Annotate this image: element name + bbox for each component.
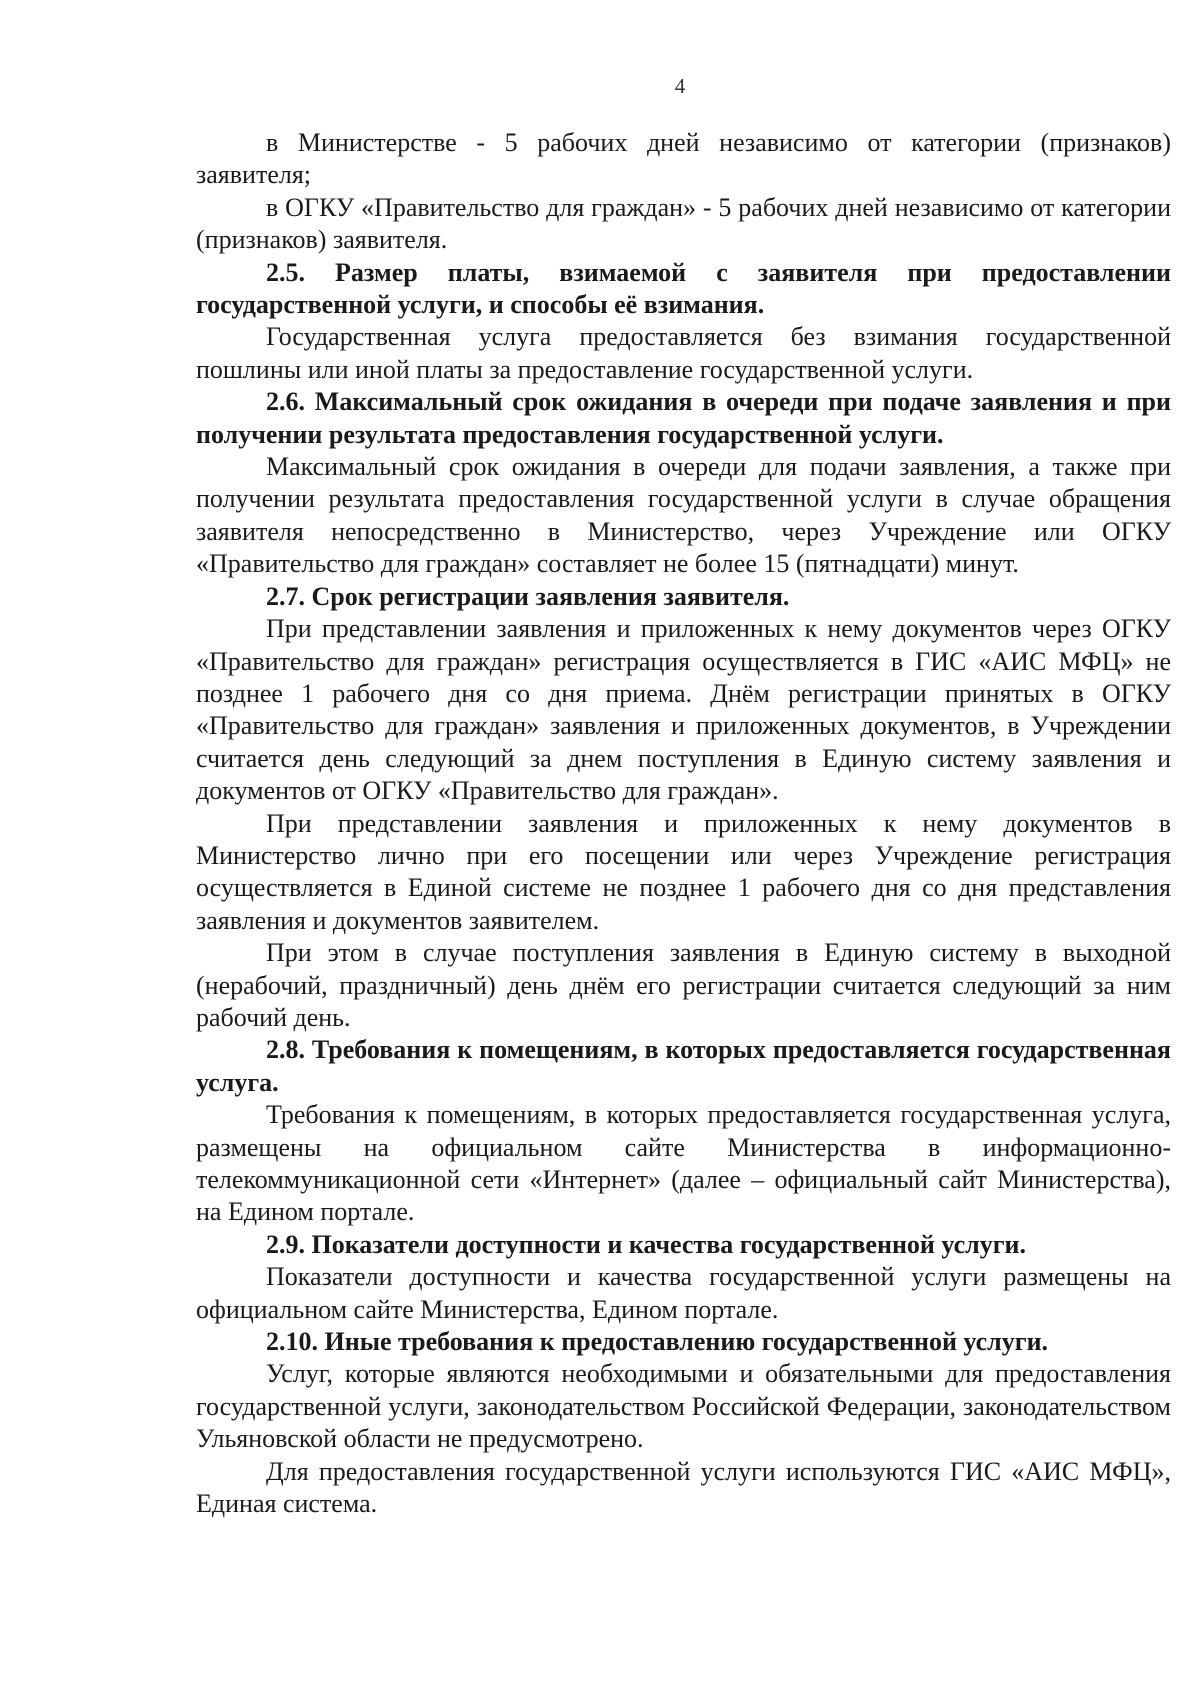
paragraph-registration-ministry: При представлении заявления и приложенных к нему документов в Министерство лично при его посещении или через Учреждение регистрация осуществляется в Единой системе не позднее 1 рабочего дня со дня представления заявления и документов заявителем. (196, 808, 1171, 935)
paragraph-ogku-deadline: в ОГКУ «Правительство для граждан» - 5 рабочих дней независимо от категории (признаков) заявителя. (196, 192, 1171, 255)
paragraph-registration-holiday: При этом в случае поступления заявления в Единую систему в выходной (нерабочий, праздничный) день днём его регистрации считается следующий за ним рабочий день. (196, 938, 1171, 1032)
paragraph-ministry-deadline: в Министерстве - 5 рабочих дней независимо от категории (признаков) заявителя; (196, 128, 1171, 190)
section-heading-2-10: 2.10. Иные требования к предоставлению государственной услуги. (266, 1327, 1049, 1357)
paragraph-premises: Требования к помещениям, в которых предоставляется государственная услуга, размещены на официальном сайте Министерства в информационно-телекоммуникационной сети «Интернет» (далее – официальный сайт Министерства), на Едином портале. (196, 1100, 1171, 1227)
section-heading-2-6: 2.6. Максимальный срок ожидания в очереди при подаче заявления и при получении результата предоставления государственной услуги. (196, 387, 1171, 449)
paragraph-registration-ogku: При представлении заявления и приложенных к нему документов через ОГКУ «Правительство для граждан» регистрация осуществляется в ГИС «АИС МФЦ» не позднее 1 рабочего дня со дня приема. Днём регистрации принятых в ОГКУ «Правительство для граждан» заявления и приложенных документов, в Учреждении считается день следующий за днем поступления в Единую систему заявления и документов от ОГКУ «Правительство для граждан». (196, 614, 1171, 806)
section-heading-2-7: 2.7. Срок регистрации заявления заявителя. (266, 581, 790, 611)
page-number: 4 (674, 74, 686, 98)
section-heading-2-8: 2.8. Требования к помещениям, в которых предоставляется государственная услуга. (196, 1035, 1171, 1097)
paragraph-required-services: Услуг, которые являются необходимыми и обязательными для предоставления государственной услуги, законодательством Российской Федерации, законодательством Ульяновской области не предусмотрено. (196, 1359, 1171, 1454)
paragraph-systems-used: Для предоставления государственной услуги используются ГИС «АИС МФЦ», Единая система. (196, 1456, 1171, 1519)
paragraph-queue-time: Максимальный срок ожидания в очереди для подачи заявления, а также при получении результата предоставления государственной услуги в случае обращения заявителя непосредственно в Министерство, через Учреждение или ОГКУ «Правительство для граждан» составляет не более 15 (пятнадцати) минут. (196, 452, 1171, 579)
paragraph-fee: Государственная услуга предоставляется без взимания государственной пошлины или иной платы за предоставление государственной услуги. (196, 322, 1171, 384)
document-body (196, 127, 1171, 1520)
section-heading-2-5: 2.5. Размер платы, взимаемой с заявителя при предоставлении государственной услуги, и способы её взимания. (196, 257, 1171, 320)
paragraph-quality-indicators: Показатели доступности и качества государственной услуги размещены на официальном сайте Министерства, Едином портале. (196, 1262, 1171, 1324)
section-heading-2-9: 2.9. Показатели доступности и качества государственной услуги. (266, 1229, 1027, 1259)
